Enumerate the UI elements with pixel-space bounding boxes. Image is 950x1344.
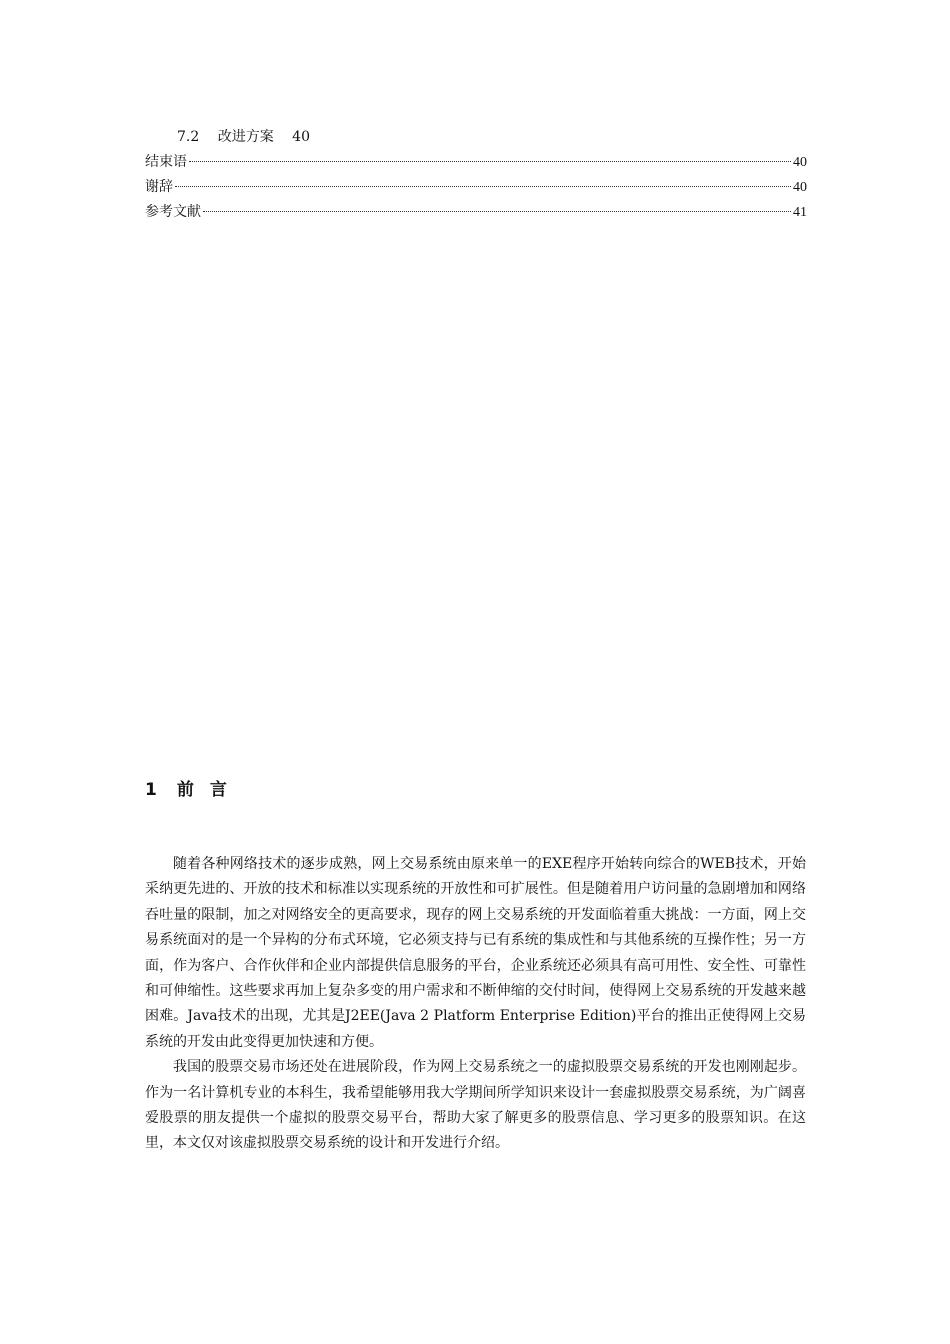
toc-leader-dots [189, 161, 791, 162]
toc-entry-title: 谢辞 [145, 179, 173, 195]
toc-entry-conclusion[interactable] [145, 151, 807, 176]
table-of-contents [145, 126, 807, 226]
toc-leader-dots [175, 186, 791, 187]
toc-entry-page: 40 [793, 180, 807, 195]
section-number: 1 [145, 780, 157, 800]
toc-sub-page: 40 [292, 129, 310, 145]
toc-entry-references[interactable] [145, 201, 807, 226]
toc-entry-page: 40 [793, 155, 807, 170]
toc-sub-entry [145, 126, 807, 151]
body-paragraph-2: 我国的股票交易市场还处在进展阶段，作为网上交易系统之一的虚拟股票交易系统的开发也刚刚起步。作为一名计算机专业的本科生，我希望能够用我大学期间所学知识来设计一套虚拟股票交易系统，为广阔喜爱股票的朋友提供一个虚拟的股票交易平台，帮助大家了解更多的股票信息、学习更多的股票知识。在这里，本文仅对该虚拟股票交易系统的设计和开发进行介绍。 [145, 1059, 806, 1152]
section-body [145, 852, 806, 1157]
toc-leader-dots [203, 211, 791, 212]
toc-entry-title: 结束语 [145, 154, 187, 170]
toc-sub-title: 改进方案 [217, 129, 274, 145]
body-paragraph-1: 随着各种网络技术的逐步成熟，网上交易系统由原来单一的EXE程序开始转向综合的WEB技术，开始采纳更先进的、开放的技术和标准以实现系统的开放性和可扩展性。但是随着用户访问量的急剧增加和网络吞吐量的限制，加之对网络安全的更高要求，现存的网上交易系统的开发面临着重大挑战：一方面，网上交易系统面对的是一个异构的分布式环境，它必须支持与已有系统的集成性和与其他系统的互操作性；另一方面，作为客户、合作伙伴和企业内部提供信息服务的平台，企业系统还必须具有高可用性、安全性、可靠性和可伸缩性。这些要求再加上复杂多变的用户需求和不断伸缩的交付时间，使得网上交易系统的开发越来越困难。Java技术的出现，尤其是J2EE(Java 2 Platform Enterprise Edition)平台的推出正使得网上交易系统的开发由此变得更加快速和方便。 [145, 856, 806, 1050]
section-title: 前言 [176, 780, 243, 800]
toc-sub-number: 7.2 [177, 129, 200, 145]
section-heading [145, 775, 243, 800]
toc-entry-page: 41 [793, 205, 807, 220]
toc-entry-title: 参考文献 [145, 204, 201, 220]
toc-entry-acknowledgements[interactable] [145, 176, 807, 201]
